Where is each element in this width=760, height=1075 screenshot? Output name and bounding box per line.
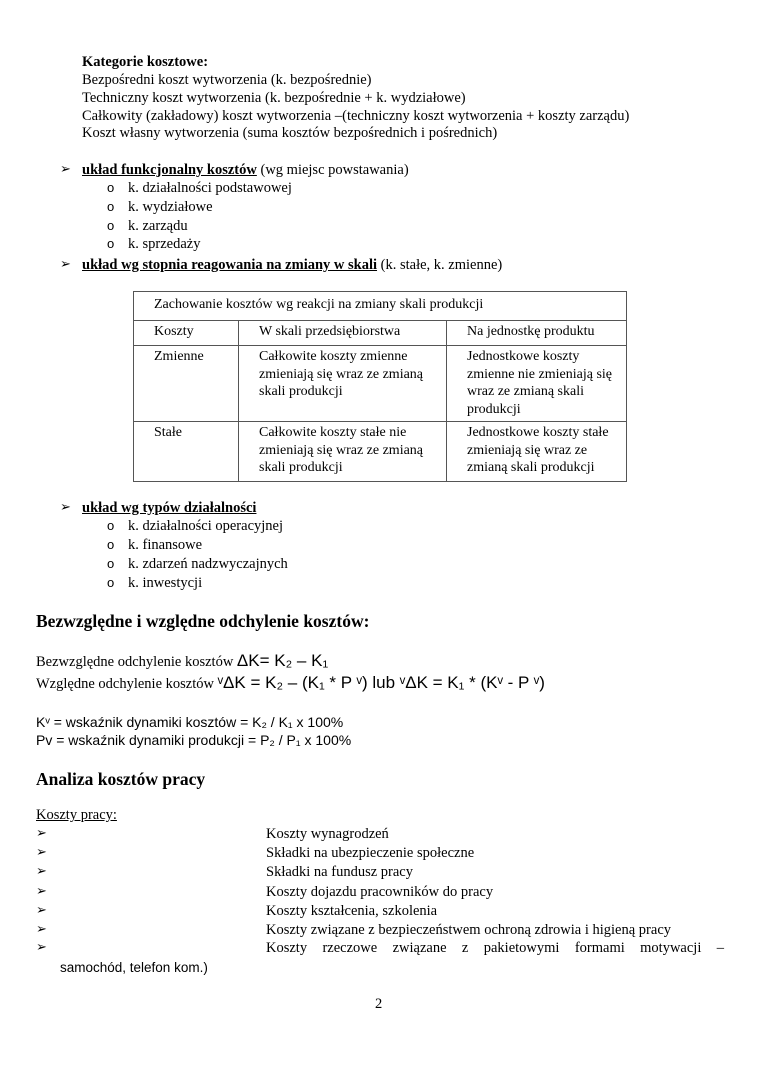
table-cell: Całkowite koszty stałe nie zmieniają się wraz ze zmianą skali produkcji <box>239 422 447 482</box>
table-header: Koszty <box>134 321 239 346</box>
bullet-note: (k. stałe, k. zmienne) <box>377 257 503 273</box>
list-item: k. działalności podstawowej <box>128 180 292 196</box>
table-header: W skali przedsiębiorstwa <box>239 321 447 346</box>
table-header: Na jednostkę produktu <box>447 321 627 346</box>
circle-bullet-icon: o <box>107 180 115 195</box>
formula: ᵛΔK = K₂ – (K₁ * P ᵛ) lub ᵛΔK = K₁ * (Kᵛ - P ᵛ) <box>217 673 545 692</box>
category-line: Bezpośredni koszt wytworzenia (k. bezpośrednie) <box>82 72 372 88</box>
bullet-scale <box>82 256 502 274</box>
list-item: k. sprzedaży <box>128 236 201 252</box>
category-line: Koszt własny wytworzenia (suma kosztów bezpośrednich i pośrednich) <box>82 125 498 141</box>
arrow-bullet-icon: ➢ <box>60 257 71 272</box>
list-item: k. działalności operacyjnej <box>128 518 284 534</box>
absolute-deviation <box>36 652 328 671</box>
table-cell: Jednostkowe koszty zmienne nie zmieniają się wraz ze zmianą skali produkcji <box>447 346 627 422</box>
category-line: Techniczny koszt wytworzenia (k. bezpośrednie + k. wydziałowe) <box>82 90 466 106</box>
table-row <box>134 422 627 482</box>
labor-heading: Analiza kosztów pracy <box>36 769 206 789</box>
bullet-title: układ funkcjonalny kosztów <box>82 162 257 178</box>
list-item: k. finansowe <box>128 537 203 553</box>
circle-bullet-icon: o <box>107 556 115 571</box>
list-item: Koszty związane z bezpieczeństwem ochroną zdrowia i higieną pracy <box>266 922 672 938</box>
list-item: k. zdarzeń nadzwyczajnych <box>128 556 288 572</box>
arrow-bullet-icon: ➢ <box>36 826 47 841</box>
table-cell: Całkowite koszty zmienne zmieniają się wraz ze zmianą skali produkcji <box>239 346 447 422</box>
table-cell: Zmienne <box>134 346 239 422</box>
relative-deviation <box>36 674 545 693</box>
table-cell: Jednostkowe koszty stałe zmieniają się wraz ze zmianą skali produkcji <box>447 422 627 482</box>
list-item: Koszty kształcenia, szkolenia <box>266 903 438 919</box>
list-item: Składki na ubezpieczenie społeczne <box>266 845 475 861</box>
page-number: 2 <box>375 996 383 1012</box>
arrow-bullet-icon: ➢ <box>60 500 71 515</box>
table-row <box>134 346 627 422</box>
arrow-bullet-icon: ➢ <box>36 884 47 899</box>
list-item: k. zarządu <box>128 218 188 234</box>
arrow-bullet-icon: ➢ <box>36 922 47 937</box>
circle-bullet-icon: o <box>107 218 115 233</box>
arrow-bullet-icon: ➢ <box>36 940 47 955</box>
cost-behavior-table <box>133 291 627 482</box>
formula: ΔK= K₂ – K₁ <box>236 651 329 670</box>
labor-subtitle: Koszty pracy: <box>36 807 117 823</box>
circle-bullet-icon: o <box>107 575 115 590</box>
bullet-note: (wg miejsc powstawania) <box>256 162 409 178</box>
formula-label: Bezwzględne odchylenie kosztów <box>36 654 237 670</box>
deviation-heading: Bezwzględne i względne odchylenie kosztów: <box>36 611 370 631</box>
circle-bullet-icon: o <box>107 518 115 533</box>
bullet-title: układ wg stopnia reagowania na zmiany w skali <box>82 257 378 273</box>
bullet-functional <box>82 161 409 179</box>
list-item: Koszty wynagrodzeń <box>266 826 389 842</box>
circle-bullet-icon: o <box>107 199 115 214</box>
category-line: Całkowity (zakładowy) koszt wytworzenia –(techniczny koszt wytworzenia + koszty zarządu) <box>82 108 630 124</box>
list-item: Koszty rzeczowe związane z pakietowymi formami motywacji – <box>266 940 724 956</box>
categories-title: Kategorie kosztowe: <box>82 54 209 70</box>
list-item: k. inwestycji <box>128 575 203 591</box>
kv-definition: Kᵛ = wskaźnik dynamiki kosztów = K₂ / K₁ x 100% <box>36 714 344 730</box>
table-cell: Stałe <box>134 422 239 482</box>
list-item: k. wydziałowe <box>128 199 213 215</box>
bullet-activity: układ wg typów działalności <box>82 500 257 516</box>
pv-definition: Pv = wskaźnik dynamiki produkcji = P₂ / P₁ x 100% <box>36 732 352 748</box>
arrow-bullet-icon: ➢ <box>36 903 47 918</box>
list-item-continuation: samochód, telefon kom.) <box>60 960 208 975</box>
arrow-bullet-icon: ➢ <box>60 162 71 177</box>
arrow-bullet-icon: ➢ <box>36 845 47 860</box>
arrow-bullet-icon: ➢ <box>36 864 47 879</box>
formula-label: Względne odchylenie kosztów <box>36 676 218 692</box>
table-caption: Zachowanie kosztów wg reakcji na zmiany skali produkcji <box>134 292 627 321</box>
circle-bullet-icon: o <box>107 537 115 552</box>
circle-bullet-icon: o <box>107 236 115 251</box>
list-item: Koszty dojazdu pracowników do pracy <box>266 884 494 900</box>
list-item: Składki na fundusz pracy <box>266 864 413 880</box>
